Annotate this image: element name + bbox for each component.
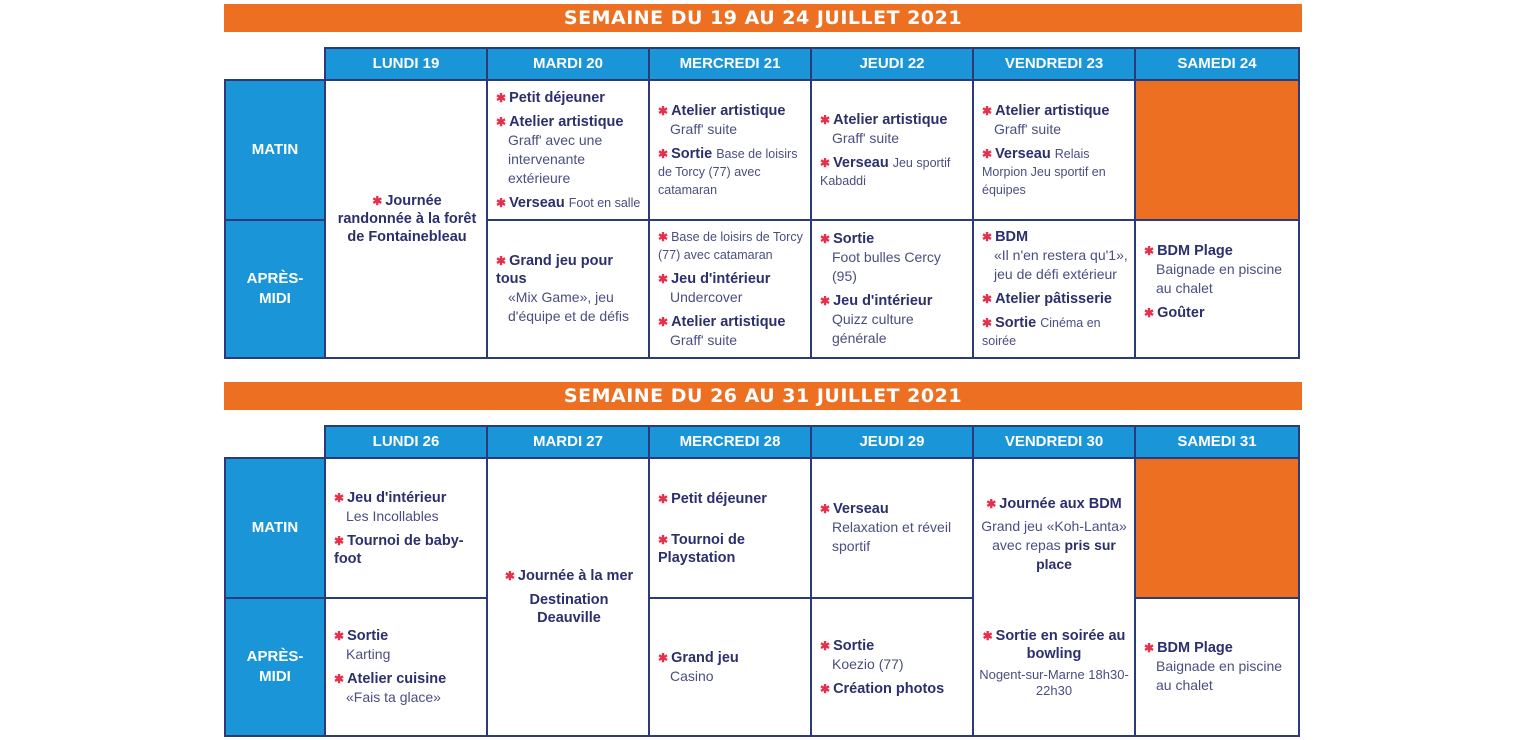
activity-title: Verseau bbox=[509, 194, 565, 211]
activity-detail: Jeu sportif Kabaddi bbox=[820, 155, 951, 188]
day-header: VENDREDI 30 bbox=[972, 425, 1136, 459]
activity-title: BDM Plage bbox=[1157, 640, 1233, 656]
activity-title: Journée à la mer bbox=[517, 568, 634, 584]
activity-title: Sortie en soirée au bowling bbox=[995, 627, 1126, 662]
activity-title: Atelier artistique bbox=[995, 102, 1110, 119]
asterisk-icon: ✱ bbox=[982, 230, 993, 244]
activity-title: Atelier pâtisserie bbox=[995, 291, 1112, 307]
cell-vendredi-30 bbox=[972, 457, 1136, 737]
week1-banner: SEMAINE DU 19 AU 24 JUILLET 2021 bbox=[224, 4, 1302, 32]
activity-detail: «Il n'en restera qu'1», jeu de défi extérieur bbox=[994, 247, 1128, 282]
asterisk-icon: ✱ bbox=[334, 672, 345, 686]
cell-mercredi-21-apres-midi bbox=[648, 219, 812, 359]
activity-title: Atelier artistique bbox=[833, 111, 948, 128]
cell-lundi-26-matin bbox=[324, 457, 488, 599]
asterisk-icon: ✱ bbox=[982, 146, 993, 161]
cell-mercredi-21-matin bbox=[648, 79, 812, 221]
activity-detail: Quizz culture générale bbox=[832, 311, 914, 346]
cell-jeudi-29-apres-midi bbox=[810, 597, 974, 737]
day-header: SAMEDI 31 bbox=[1134, 425, 1300, 459]
day-header: VENDREDI 23 bbox=[972, 47, 1136, 81]
activity-title: Sortie bbox=[995, 315, 1037, 331]
asterisk-icon: ✱ bbox=[658, 532, 669, 547]
activity-detail: Grand jeu «Koh-Lanta» avec repas bbox=[981, 518, 1127, 554]
activity-title: Petit déjeuner bbox=[671, 490, 767, 507]
asterisk-icon: ✱ bbox=[658, 272, 669, 286]
activity-title: Sortie bbox=[671, 145, 713, 162]
activity-title: Grand jeu pour tous bbox=[496, 253, 613, 287]
asterisk-icon: ✱ bbox=[334, 629, 345, 643]
activity-detail: Baignade en piscine au chalet bbox=[1156, 658, 1283, 693]
activity-detail: Karting bbox=[346, 646, 391, 662]
activity-detail: Undercover bbox=[670, 289, 743, 305]
activity-detail: Graff' suite bbox=[994, 120, 1061, 137]
day-header: LUNDI 26 bbox=[324, 425, 488, 459]
asterisk-icon: ✱ bbox=[372, 194, 383, 208]
activity-title: BDM Plage bbox=[1157, 243, 1233, 259]
activity-title: Journée randonnée à la forêt de Fontainebleau bbox=[337, 193, 477, 245]
asterisk-icon: ✱ bbox=[658, 103, 669, 118]
activity-detail: Nogent-sur-Marne 18h30-22h30 bbox=[979, 666, 1129, 698]
asterisk-icon: ✱ bbox=[658, 146, 669, 161]
cell-lundi-19 bbox=[324, 79, 488, 359]
activity-detail: «Mix Game», jeu d'équipe et de défis bbox=[508, 289, 629, 324]
asterisk-icon: ✱ bbox=[1144, 244, 1155, 258]
activity-detail: Baignade en piscine au chalet bbox=[1156, 261, 1283, 296]
activity-title: Grand jeu bbox=[671, 649, 739, 666]
activity-detail: Les Incollables bbox=[346, 507, 439, 524]
asterisk-icon: ✱ bbox=[658, 491, 669, 506]
row-header-matin: MATIN bbox=[224, 457, 326, 599]
row-header-matin: MATIN bbox=[224, 79, 326, 221]
activity-title: BDM bbox=[995, 229, 1029, 245]
asterisk-icon: ✱ bbox=[820, 232, 831, 246]
activity-title: Jeu d'intérieur bbox=[671, 271, 771, 287]
cell-mercredi-28-matin bbox=[648, 457, 812, 599]
cell-jeudi-22-apres-midi bbox=[810, 219, 974, 359]
asterisk-icon: ✱ bbox=[334, 490, 345, 505]
asterisk-icon: ✱ bbox=[982, 103, 993, 118]
cell-samedi-31-matin-empty bbox=[1134, 457, 1300, 599]
activity-detail: Cinéma en soirée bbox=[982, 316, 1101, 348]
activity-title: Journée aux BDM bbox=[999, 496, 1122, 513]
asterisk-icon: ✱ bbox=[820, 502, 831, 516]
week2-banner: SEMAINE DU 26 AU 31 JUILLET 2021 bbox=[224, 382, 1302, 410]
activity-title: Création photos bbox=[833, 680, 945, 697]
asterisk-icon: ✱ bbox=[982, 316, 993, 330]
activity-title: Tournoi de Playstation bbox=[658, 531, 745, 566]
day-header: MERCREDI 21 bbox=[648, 47, 812, 81]
asterisk-icon: ✱ bbox=[820, 294, 831, 308]
cell-lundi-26-apres-midi bbox=[324, 597, 488, 737]
day-header: JEUDI 22 bbox=[810, 47, 974, 81]
day-header: MARDI 27 bbox=[486, 425, 650, 459]
cell-mardi-27 bbox=[486, 457, 650, 737]
cell-mardi-20-apres-midi bbox=[486, 219, 650, 359]
row-header-apres-midi: APRÈS-MIDI bbox=[224, 219, 326, 359]
activity-title: Atelier artistique bbox=[671, 314, 786, 330]
activity-title: Petit déjeuner bbox=[509, 89, 605, 106]
cell-samedi-24-matin-empty bbox=[1134, 79, 1300, 221]
activity-title: Atelier artistique bbox=[509, 113, 624, 130]
asterisk-icon: ✱ bbox=[820, 681, 831, 696]
activity-title: Atelier cuisine bbox=[347, 671, 447, 687]
asterisk-icon: ✱ bbox=[982, 292, 993, 306]
activity-detail: Casino bbox=[670, 667, 714, 684]
activity-title: Atelier artistique bbox=[671, 102, 786, 119]
activity-title: Sortie bbox=[833, 231, 875, 247]
asterisk-icon: ✱ bbox=[658, 315, 669, 329]
activity-title: Goûter bbox=[1157, 305, 1205, 321]
asterisk-icon: ✱ bbox=[820, 112, 831, 127]
activity-title: Sortie bbox=[347, 628, 389, 644]
cell-samedi-24-apres-midi bbox=[1134, 219, 1300, 359]
day-header: JEUDI 29 bbox=[810, 425, 974, 459]
activity-title: Verseau bbox=[833, 154, 889, 171]
asterisk-icon: ✱ bbox=[820, 155, 831, 170]
activity-detail: Graff' suite bbox=[670, 332, 737, 348]
activity-detail: Graff' avec une intervenante extérieure bbox=[508, 131, 603, 186]
activity-detail: Graff' suite bbox=[670, 120, 737, 137]
cell-jeudi-29-matin bbox=[810, 457, 974, 599]
activity-detail-bold: pris sur place bbox=[1036, 537, 1116, 573]
activity-detail: Graff' suite bbox=[832, 129, 899, 146]
asterisk-icon: ✱ bbox=[496, 114, 507, 129]
asterisk-icon: ✱ bbox=[496, 90, 507, 105]
asterisk-icon: ✱ bbox=[496, 254, 507, 268]
activity-title: Verseau bbox=[995, 145, 1051, 162]
activity-title: Verseau bbox=[833, 501, 889, 517]
day-header: MERCREDI 28 bbox=[648, 425, 812, 459]
activity-detail: Koezio (77) bbox=[832, 655, 904, 672]
activity-title: Tournoi de baby-foot bbox=[334, 532, 464, 567]
asterisk-icon: ✱ bbox=[1144, 641, 1155, 655]
activity-title: Jeu d'intérieur bbox=[833, 293, 933, 309]
activity-detail: Destination Deauville bbox=[529, 592, 609, 626]
asterisk-icon: ✱ bbox=[658, 650, 669, 665]
asterisk-icon: ✱ bbox=[982, 628, 993, 643]
activity-detail: Base de loisirs de Torcy (77) avec catamaran bbox=[658, 230, 803, 262]
cell-jeudi-22-matin bbox=[810, 79, 974, 221]
asterisk-icon: ✱ bbox=[504, 569, 515, 583]
activity-title: Sortie bbox=[833, 637, 875, 654]
asterisk-icon: ✱ bbox=[986, 497, 997, 512]
activity-detail: Relais Morpion Jeu sportif en équipes bbox=[982, 146, 1106, 197]
asterisk-icon: ✱ bbox=[334, 533, 345, 548]
asterisk-icon: ✱ bbox=[820, 638, 831, 653]
cell-samedi-31-apres-midi bbox=[1134, 597, 1300, 737]
row-header-apres-midi: APRÈS-MIDI bbox=[224, 597, 326, 737]
activity-detail: Foot bulles Cercy (95) bbox=[832, 249, 941, 284]
cell-vendredi-23-matin bbox=[972, 79, 1136, 221]
day-header: LUNDI 19 bbox=[324, 47, 488, 81]
cell-mardi-20-matin bbox=[486, 79, 650, 221]
day-header: MARDI 20 bbox=[486, 47, 650, 81]
asterisk-icon: ✱ bbox=[658, 230, 669, 244]
cell-vendredi-23-apres-midi bbox=[972, 219, 1136, 359]
asterisk-icon: ✱ bbox=[1144, 306, 1155, 320]
activity-detail: «Fais ta glace» bbox=[346, 689, 441, 705]
activity-detail: Base de loisirs de Torcy (77) avec catamaran bbox=[658, 146, 798, 197]
activity-detail: Foot en salle bbox=[568, 195, 641, 210]
asterisk-icon: ✱ bbox=[496, 195, 507, 210]
activity-detail: Relaxation et réveil sportif bbox=[832, 519, 952, 554]
activity-title: Jeu d'intérieur bbox=[347, 489, 447, 506]
day-header: SAMEDI 24 bbox=[1134, 47, 1300, 81]
cell-mercredi-28-apres-midi bbox=[648, 597, 812, 737]
